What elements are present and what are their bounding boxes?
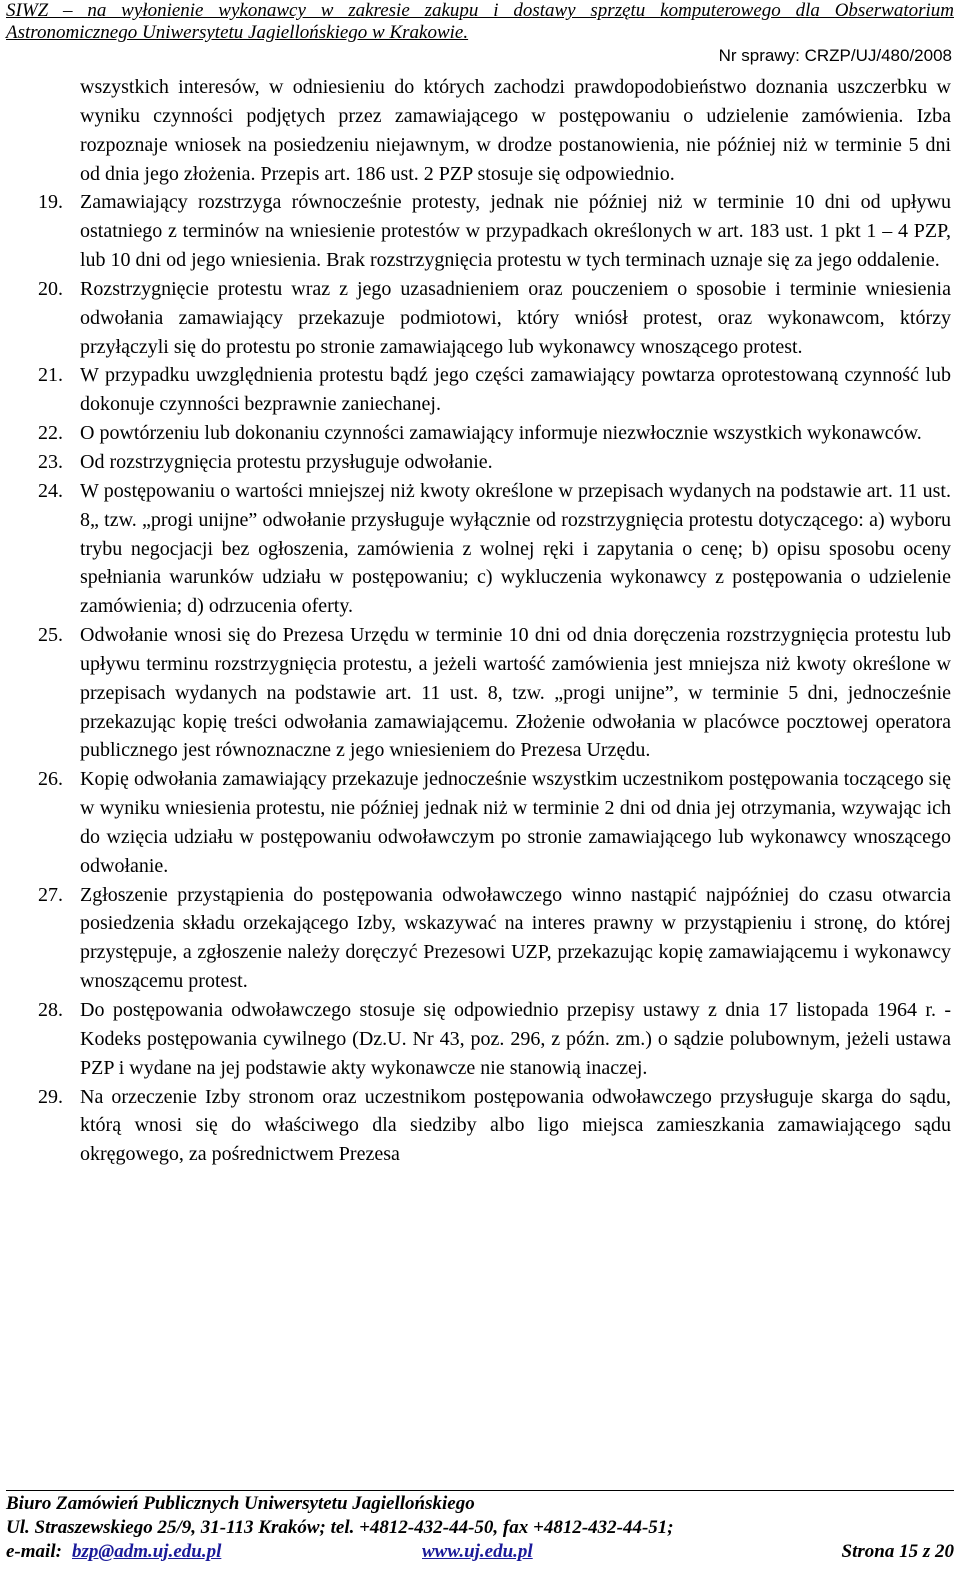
case-number: Nr sprawy: CRZP/UJ/480/2008 <box>718 46 952 65</box>
list-item-number: 28. <box>38 999 63 1021</box>
list-item <box>38 621 951 765</box>
list-item-number: 25. <box>38 624 63 647</box>
continuation-paragraph: wszystkich interesów, w odniesieniu do których zachodzi prawdopodobieństwo doznania uszczerbku w wyniku czynności podjętych przez zamawiającego w postępowaniu o udzielenie zamówienia. Izba rozpoznaje wniosek na posiedzeniu niejawnym, w drodze postanowienia, nie później niż w terminie 5 dni od dnia jego złożenia. Przepis art. 186 ust. 2 PZP stosuje się odpowiednio. <box>80 76 951 185</box>
list-item-text: Rozstrzygnięcie protestu wraz z jego uzasadnieniem oraz pouczeniem o sposobie i terminie wniesienia odwołania zamawiający przekazuje podmiotowi, który wniósł protest, oraz wykonawcom, którzy przyłączyli się do protestu po stronie zamawiającego lub wykonawcy wnoszącego protest. <box>80 277 951 358</box>
list-item <box>38 881 951 996</box>
list-item-text: O powtórzeniu lub dokonaniu czynności zamawiający informuje niezwłocznie wszystkich wykonawców. <box>80 422 922 445</box>
list-item <box>38 188 951 275</box>
list-item <box>38 477 951 621</box>
list-item-number: 27. <box>38 883 63 906</box>
list-item-text: Kopię odwołania zamawiający przekazuje jednocześnie wszystkim uczestnikom postępowania toczącego się w wyniku wniesienia protestu, nie później jednak niż w terminie 2 dni od dnia jej otrzymania, wzywając ich do wzięcia udziału w postępowaniu odwoławczym po stronie zamawiającego lub wykonawcy wnoszącego odwołanie. <box>80 768 951 877</box>
list-item-text: Do postępowania odwoławczego stosuje się odpowiednio przepisy ustawy z dnia 17 listopada 1964 r. - Kodeks postępowania cywilnego (Dz.U. Nr 43, poz. 296, z późn. zm.) o sądzie polubownym, jeżeli ustawa PZP i wydane na jej podstawie akty wykonawcze nie stanowią inaczej. <box>80 999 951 1079</box>
list-item-text: Zgłoszenie przystąpienia do postępowania odwoławczego winno nastąpić najpóźniej do czasu otwarcia posiedzenia składu orzekającego Izby, wskazywać na interes prawny w przystąpieniu i stronę, do której przystępuje, a zgłoszenie należy doręczyć Prezesowi UZP, przekazując kopię zamawiającemu i wykonawcy wnoszącemu protest. <box>80 883 951 993</box>
list-item-number: 29. <box>38 1085 63 1108</box>
list-item-number: 24. <box>38 479 63 502</box>
list-item-text: Zamawiający rozstrzyga równocześnie protesty, jednak nie później niż w terminie 10 dni od upływu ostatniego z terminów na wniesienie protestów w przypadkach określonych w art. 183 ust. 1 pkt 1 – 4 PZP, lub 10 dni od jego wniesienia. Brak rozstrzygnięcia protestu w tych terminach uznaje się za jego oddalenie. <box>80 191 951 272</box>
website-link[interactable]: www.uj.edu.pl <box>422 1541 533 1562</box>
numbered-list <box>38 188 951 1169</box>
list-item <box>38 996 951 1083</box>
header-title-line2-text: Astronomicznego Uniwersytetu Jagiellońskiego w Krakowie. <box>6 22 469 43</box>
footer-divider <box>6 1490 954 1491</box>
list-item-text: W przypadku uwzględnienia protestu bądź jego części zamawiający powtarza oprotestowaną czynność lub dokonuje czynności bezprawnie zaniechanej. <box>80 364 951 416</box>
header-title-line1: SIWZ – na wyłonienie wykonawcy w zakresie zakupu i dostawy sprzętu komputerowego dla Obserwatorium <box>6 0 954 21</box>
email-link[interactable]: bzp@adm.uj.edu.pl <box>72 1541 222 1562</box>
list-item-number: 22. <box>38 422 63 445</box>
list-item-text: Od rozstrzygnięcia protestu przysługuje odwołanie. <box>80 450 493 473</box>
list-item-number: 26. <box>38 768 63 791</box>
list-item-text: W postępowaniu o wartości mniejszej niż kwoty określone w przepisach wydanych na podstawie art. 11 ust. 8„ tzw. „progi unijne” odwołanie przysługuje wyłącznie od rozstrzygnięcia protestu dotyczącego: a) wyboru trybu negocjacji bez ogłoszenia, zamówienia z wolnej ręki i zapytania o cenę; b) opisu sposobu oceny spełniania warunków udziału w postępowaniu; c) wykluczenia wykonawcy z postępowania o udzielenie zamówienia; d) odrzucenia oferty. <box>80 479 951 618</box>
list-item <box>38 1083 951 1170</box>
list-item <box>38 765 951 880</box>
footer-org: Biuro Zamówień Publicznych Uniwersytetu Jagiellońskiego <box>6 1493 475 1514</box>
email-label: e-mail: <box>6 1541 62 1562</box>
list-item <box>38 275 951 362</box>
list-item <box>38 448 951 477</box>
document-body <box>38 73 951 1169</box>
list-item-number: 19. <box>38 191 63 214</box>
list-item-number: 21. <box>38 364 63 387</box>
list-item <box>38 419 951 448</box>
footer-address: Ul. Straszewskiego 25/9, 31-113 Kraków; tel. +4812-432-44-50, fax +4812-432-44-51; <box>6 1517 674 1538</box>
list-item-number: 20. <box>38 277 63 300</box>
list-item-text: Odwołanie wnosi się do Prezesa Urzędu w terminie 10 dni od dnia doręczenia rozstrzygnięcia protestu lub upływu terminu rozstrzygnięcia protestu, a jeżeli wartość zamówienia jest mniejsza niż kwoty określone w przepisach wydanych na podstawie art. 11 ust. 8, tzw. „progi unijne”, w terminie 5 dni, jednocześnie przekazując kopię treści odwołania zamawiającemu. Złożenie odwołania w placówce pocztowej operatora publicznego jest równoznaczne z jego wniesieniem do Prezesa Urzędu. <box>80 624 951 762</box>
list-item <box>38 361 951 419</box>
header-title-line2 <box>6 22 954 44</box>
list-item-text: Na orzeczenie Izby stronom oraz uczestnikom postępowania odwoławczego przysługuje skarga do sądu, którą wnosi się do właściwego dla siedziby albo ligo miejsca zamieszkania zamawiającego sądu okręgowego, za pośrednictwem Prezesa <box>80 1085 951 1166</box>
list-item-number: 23. <box>38 450 63 473</box>
page-number: Strona 15 z 20 <box>841 1541 954 1562</box>
